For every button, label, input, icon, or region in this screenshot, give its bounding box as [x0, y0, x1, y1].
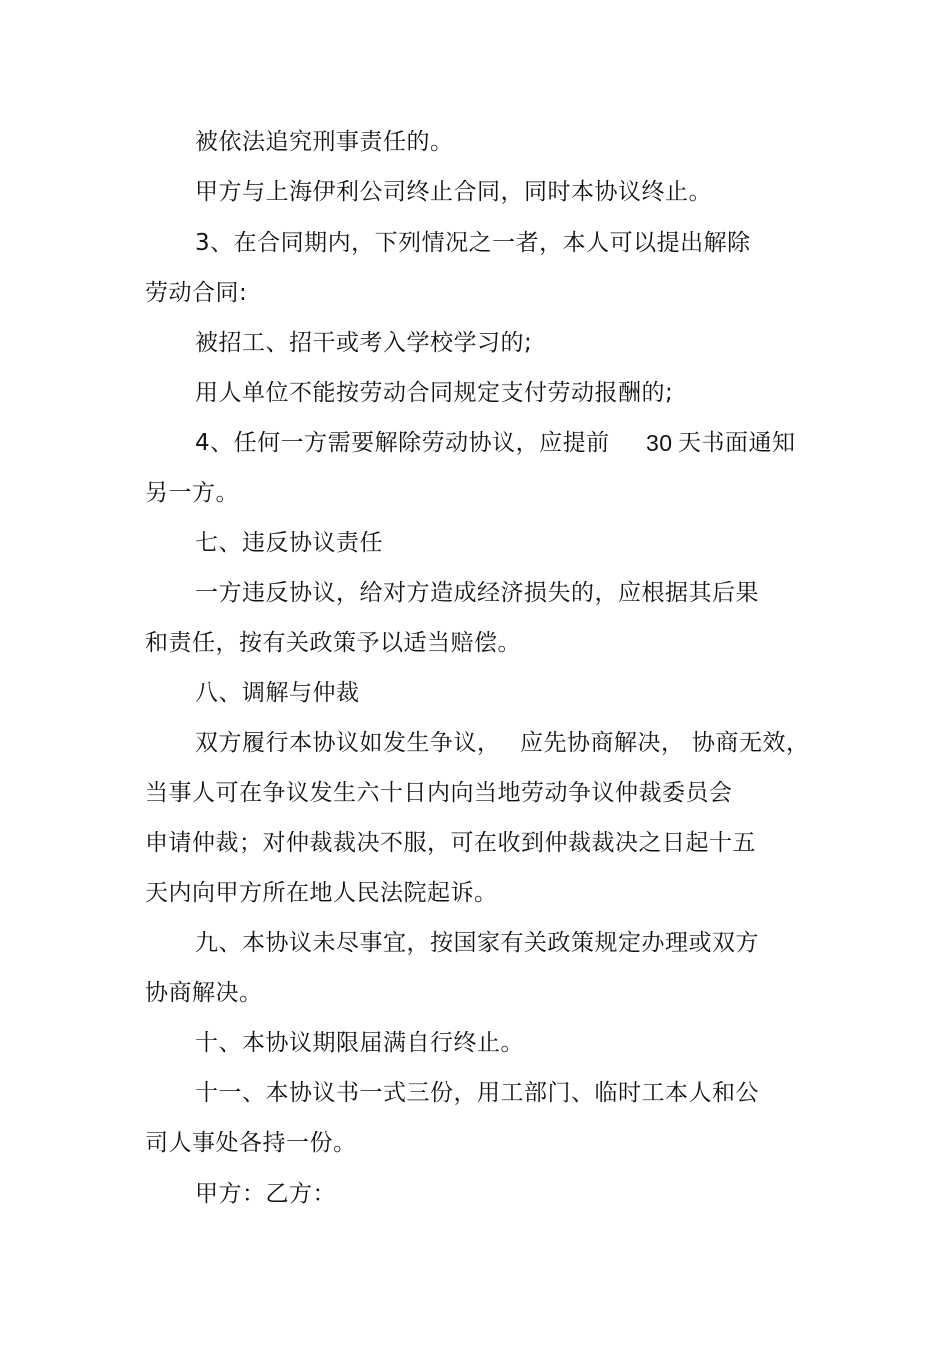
clause-3-line: 3、在合同期内，下列情况之一者，本人可以提出解除	[195, 230, 751, 256]
notice-days-value: 30	[646, 430, 673, 456]
signature-line: 甲方：乙方：	[195, 1181, 336, 1207]
paragraph-line: 一方违反协议，给对方造成经济损失的，应根据其后果	[195, 580, 759, 606]
paragraph-line: 用人单位不能按劳动合同规定支付劳动报酬的;	[195, 380, 674, 406]
paragraph-line: 十、本协议期限届满自行终止。	[195, 1030, 524, 1056]
section-heading: 七、违反协议责任	[195, 530, 383, 556]
paragraph-line: 申请仲裁；对仲裁裁决不服，可在收到仲裁裁决之日起十五	[145, 830, 756, 856]
paragraph-line: 劳动合同:	[145, 280, 248, 306]
paragraph-line: 被依法追究刑事责任的。	[195, 129, 454, 155]
paragraph-line: 甲方与上海伊利公司终止合同，同时本协议终止。	[195, 179, 712, 205]
clause-4-line: 4、任何一方需要解除劳动协议，应提前	[195, 430, 610, 456]
paragraph-line: 和责任，按有关政策予以适当赔偿。	[145, 630, 521, 656]
section-heading: 八、调解与仲裁	[195, 680, 360, 706]
paragraph-line: 协商无效，	[692, 730, 810, 756]
paragraph-line: 天书面通知	[678, 430, 796, 456]
paragraph-line: 十一、本协议书一式三份，用工部门、临时工本人和公	[195, 1080, 759, 1106]
paragraph-line: 双方履行本协议如发生争议，	[195, 730, 501, 756]
paragraph-line: 司人事处各持一份。	[145, 1130, 357, 1156]
paragraph-line: 另一方。	[145, 480, 239, 506]
paragraph-line: 协商解决。	[145, 980, 263, 1006]
paragraph-line: 天内向甲方所在地人民法院起诉。	[145, 880, 498, 906]
paragraph-line: 应先协商解决，	[520, 730, 685, 756]
paragraph-line: 九、本协议未尽事宜，按国家有关政策规定办理或双方	[195, 930, 759, 956]
paragraph-line: 被招工、招干或考入学校学习的;	[195, 330, 533, 356]
paragraph-line: 当事人可在争议发生六十日内向当地劳动争议仲裁委员会	[145, 780, 733, 806]
